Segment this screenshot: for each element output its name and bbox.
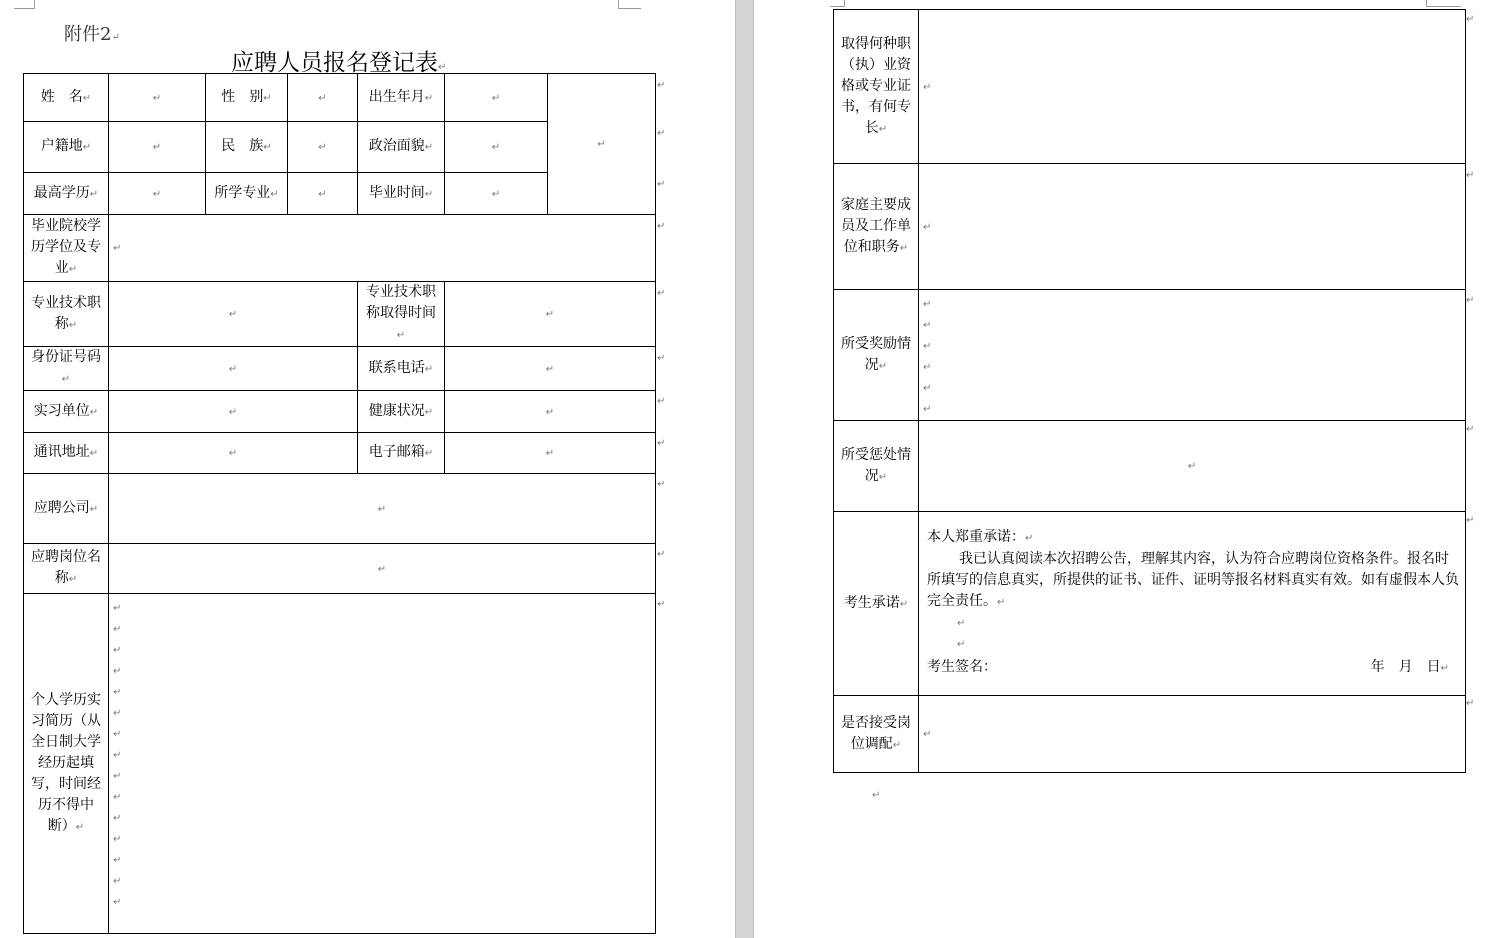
degree-label: 最高学历↵ [24,173,109,215]
major-cell[interactable]: ↵ [288,173,358,215]
table-row [24,74,656,122]
phone-label: 联系电话↵ [358,347,445,391]
row-end-mark: ↵ [657,353,666,364]
qualification-cell[interactable]: ↵ [919,10,1466,164]
birth-cell[interactable]: ↵ [445,74,548,122]
hukou-cell[interactable]: ↵ [109,122,206,173]
table-row [24,433,656,474]
paragraph-mark: ↵ [113,729,122,740]
qualification-label: 取得何种职（执）业资格或专业证书，有何专长↵ [834,10,919,164]
table-row [834,10,1466,164]
paragraph-mark: ↵ [113,813,122,824]
paragraph-mark: ↵ [923,383,932,394]
major-label: 所学专业↵ [206,173,288,215]
penalty-cell[interactable]: ↵ [919,421,1466,512]
page-gap [735,0,754,938]
awards-cell[interactable] [919,290,1466,421]
table-row [24,544,656,594]
row-end-mark: ↵ [657,128,666,139]
table-row [834,696,1466,773]
row-end-mark: ↵ [1466,515,1475,526]
pledge-head: 本人郑重承诺：↵ [927,528,1034,545]
table-row [24,282,656,347]
annex-label: 附件2↵ [64,24,120,45]
crop-mark-top-left [830,0,845,7]
crop-mark-top-right [1426,0,1461,7]
pro-title-label: 专业技术职称↵ [24,282,109,347]
address-cell[interactable]: ↵ [109,433,358,474]
paragraph-mark: ↵ [113,834,122,845]
paragraph-mark: ↵ [957,617,966,629]
table-row [24,215,656,282]
row-end-mark: ↵ [657,599,666,610]
post-cell[interactable]: ↵ [109,544,656,594]
registration-form-table [23,73,656,934]
form-title: 应聘人员报名登记表↵ [231,50,447,76]
row-end-mark: ↵ [657,549,666,560]
post-label: 应聘岗位名称↵ [24,544,109,594]
intern-label: 实习单位↵ [24,391,109,433]
health-label: 健康状况↵ [358,391,445,433]
school-label: 毕业院校学历学位及专业↵ [24,215,109,282]
row-end-mark: ↵ [657,80,666,91]
table-row [834,290,1466,421]
table-row [24,391,656,433]
gender-label: 性 别↵ [206,74,288,122]
row-end-mark: ↵ [1466,14,1475,25]
pledge-body: 我已认真阅读本次招聘公告，理解其内容，认为符合应聘岗位资格条件。报名时所填写的信息真实，所提供的证书、证件、证明等报名材料真实有效。如有虚假本人负完全责任。↵ [927,550,1459,609]
row-end-mark: ↵ [1466,698,1475,709]
email-label: 电子邮箱↵ [358,433,445,474]
family-cell[interactable]: ↵ [919,164,1466,290]
school-cell[interactable]: ↵ [109,215,656,282]
date-label: 年 月 日↵ [1370,658,1449,675]
paragraph-mark: ↵ [923,341,932,352]
grad-time-label: 毕业时间↵ [358,173,445,215]
health-cell[interactable]: ↵ [445,391,656,433]
company-label: 应聘公司↵ [24,474,109,544]
name-cell[interactable]: ↵ [109,74,206,122]
row-end-mark: ↵ [1466,295,1475,306]
paragraph-mark: ↵ [113,771,122,782]
page-gap-edge [735,0,736,938]
paragraph-mark: ↵ [113,876,122,887]
resume-label: 个人学历实习简历（从全日制大学经历起填写，时间经历不得中断）↵ [24,594,109,934]
paragraph-mark: ↵ [957,638,966,650]
table-row [834,421,1466,512]
table-row [24,347,656,391]
table-row [24,474,656,544]
phone-cell[interactable]: ↵ [445,347,656,391]
paragraph-mark: ↵ [113,666,122,677]
birth-label: 出生年月↵ [358,74,445,122]
paragraph-mark: ↵ [113,708,122,719]
row-end-mark: ↵ [1466,170,1475,181]
signature-label: 考生签名： [927,658,997,675]
document-page-1 [0,0,735,938]
paragraph-mark: ↵ [923,299,932,310]
political-label: 政治面貌↵ [358,122,445,173]
ethnic-label: 民 族↵ [206,122,288,173]
table-row [834,164,1466,290]
company-cell[interactable]: ↵ [109,474,656,544]
row-end-mark: ↵ [657,396,666,407]
row-end-mark: ↵ [657,179,666,190]
id-label: 身份证号码↵ [24,347,109,391]
paragraph-mark: ↵ [113,750,122,761]
registration-form-table-page-2 [833,9,1466,773]
table-row [834,512,1466,696]
document-page-2 [754,0,1485,938]
id-cell[interactable]: ↵ [109,347,358,391]
email-cell[interactable]: ↵ [445,433,656,474]
crop-mark-top-left [14,0,35,9]
family-label: 家庭主要成员及工作单位和职务↵ [834,164,919,290]
row-end-mark: ↵ [657,221,666,232]
signature-line [927,657,1461,679]
name-label: 姓 名↵ [24,74,109,122]
pro-title-cell[interactable]: ↵ [109,282,358,347]
address-label: 通讯地址↵ [24,433,109,474]
pledge-blank-lines [927,613,1461,655]
pledge-label: 考生承诺↵ [834,512,919,696]
paragraph-mark: ↵ [113,687,122,698]
row-end-mark: ↵ [1466,424,1475,435]
paragraph-mark: ↵ [113,624,122,635]
table-row [24,594,656,934]
grad-time-cell[interactable]: ↵ [445,173,548,215]
hukou-label: 户籍地↵ [24,122,109,173]
degree-cell[interactable]: ↵ [109,173,206,215]
ethnic-cell[interactable]: ↵ [288,122,358,173]
intern-cell[interactable]: ↵ [109,391,358,433]
crop-mark-top-right [618,0,641,9]
paragraph-mark: ↵ [113,897,122,908]
paragraph-mark: ↵ [113,645,122,656]
paragraph-mark: ↵ [113,855,122,866]
row-end-mark: ↵ [657,479,666,490]
gender-cell[interactable]: ↵ [288,74,358,122]
pledge-cell[interactable] [919,512,1466,696]
pro-title-time-label: 专业技术职称取得时间↵ [358,282,445,347]
row-end-mark: ↵ [657,438,666,449]
paragraph-mark: ↵ [113,603,122,614]
adjust-label: 是否接受岗位调配↵ [834,696,919,773]
row-end-mark: ↵ [657,288,666,299]
penalty-label: 所受惩处情况↵ [834,421,919,512]
awards-label: 所受奖励情况↵ [834,290,919,421]
photo-cell[interactable]: ↵ [548,74,656,215]
paragraph-mark: ↵ [923,362,932,373]
paragraph-mark: ↵ [923,320,932,331]
political-cell[interactable]: ↵ [445,122,548,173]
resume-cell[interactable] [109,594,656,934]
adjust-cell[interactable]: ↵ [919,696,1466,773]
paragraph-mark: ↵ [113,792,122,803]
pro-title-time-cell[interactable]: ↵ [445,282,656,347]
trailing-paragraph-mark: ↵ [872,790,881,801]
paragraph-mark: ↵ [923,404,932,415]
